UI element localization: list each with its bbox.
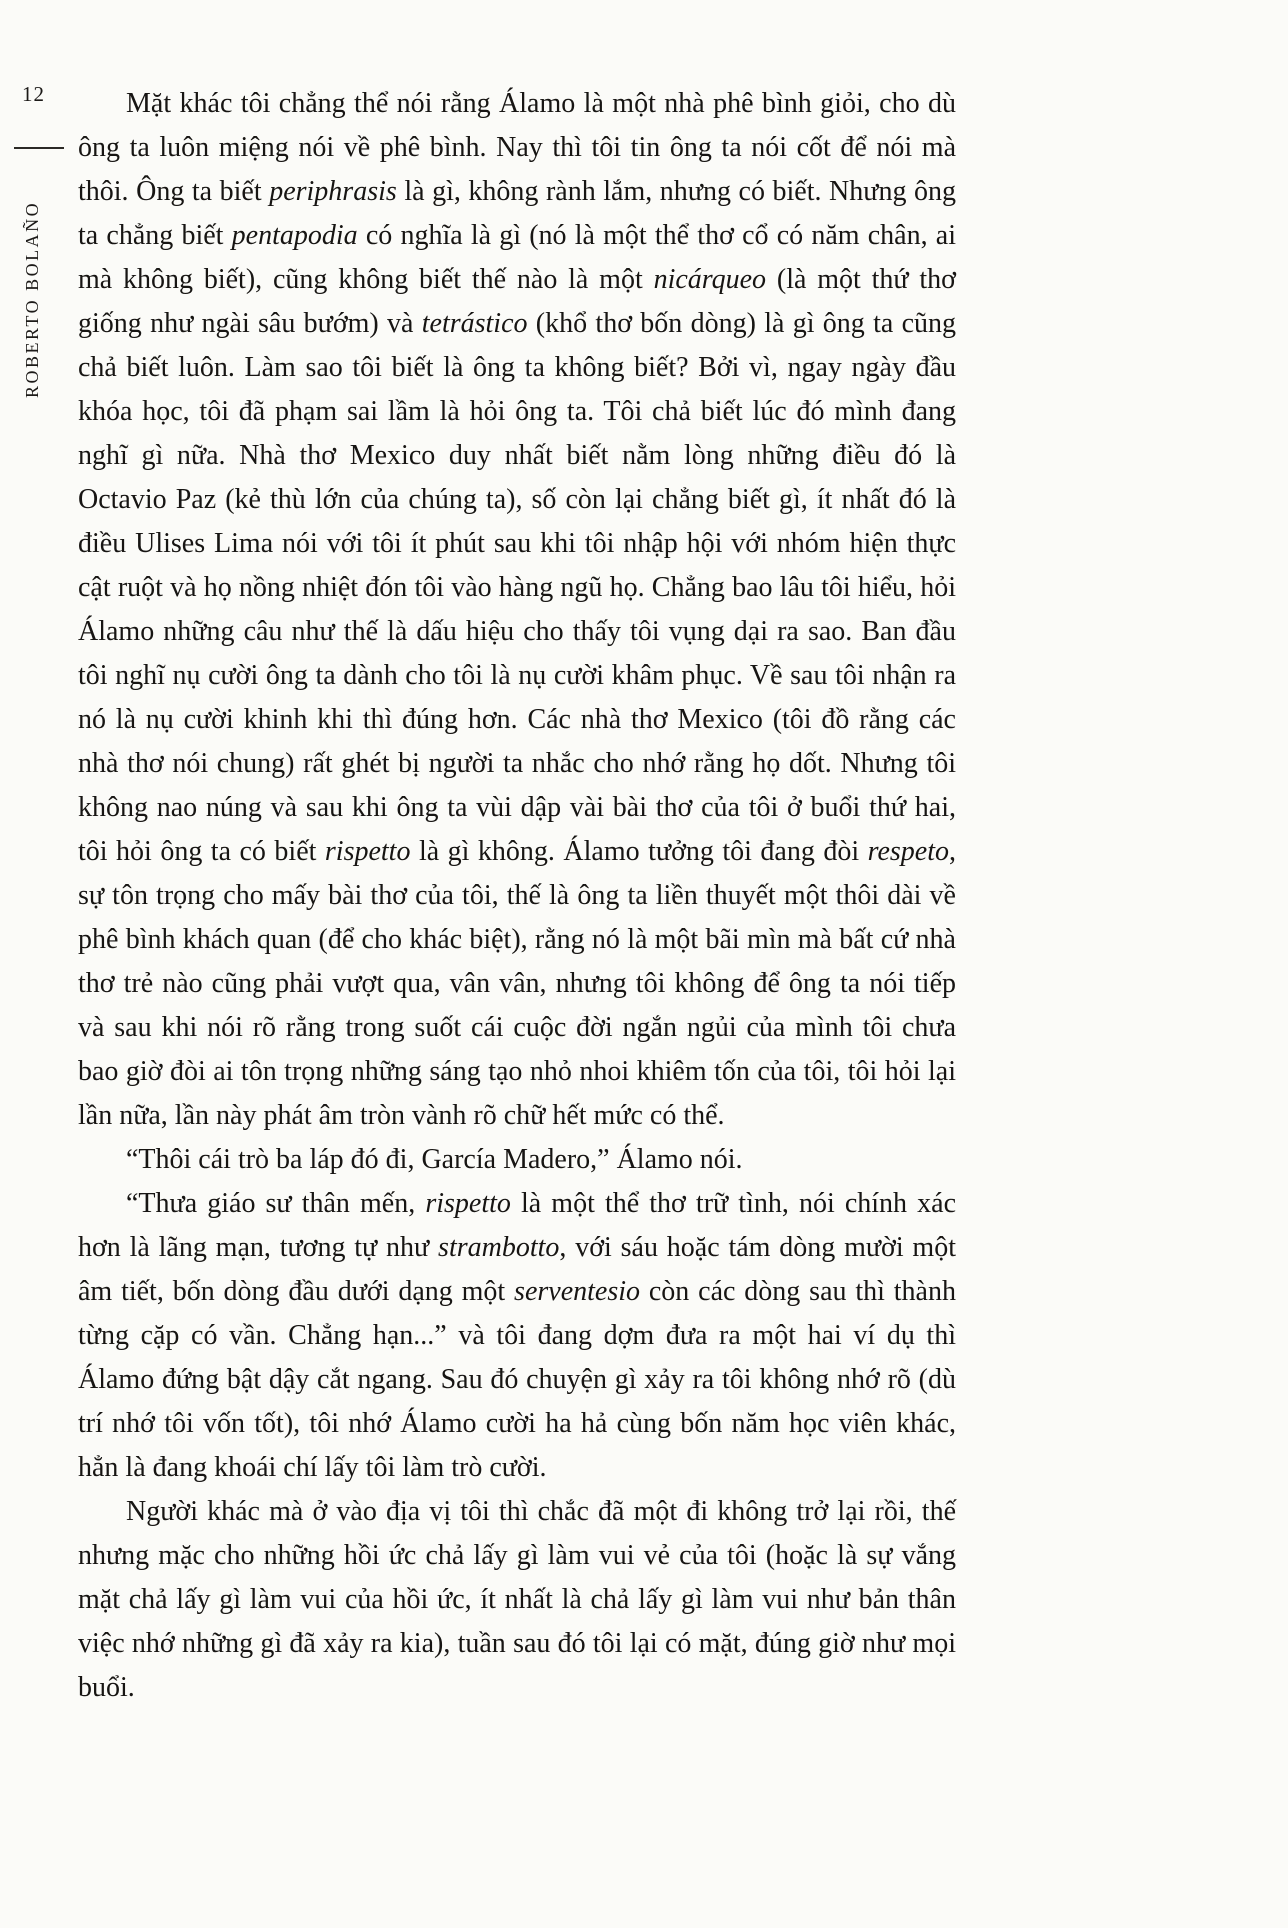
italic-term: rispetto bbox=[324, 836, 411, 867]
body-text bbox=[78, 82, 956, 1710]
italic-term: pentapodia bbox=[231, 220, 358, 251]
italic-term: respeto bbox=[867, 836, 949, 867]
text-segment: là gì không. Álamo tưởng tôi đang đòi bbox=[410, 836, 868, 867]
paragraph bbox=[78, 1182, 956, 1490]
text-segment: (khổ thơ bốn dòng) là gì ông ta cũng chả biết luôn. Làm sao tôi biết là ông ta không biết? Bởi vì, ngay ngày đầu khóa học, tôi đã phạm sai lầm là hỏi ông ta. Tôi chả biết lúc đó mình đang nghĩ gì nữa. Nhà thơ Mexico duy nhất biết nằm lòng những điều đó là Octavio Paz (kẻ thù lớn của chúng ta), số còn lại chẳng biết gì, ít nhất đó là điều Ulises Lima nói với tôi ít phút sau khi tôi nhập hội với nhóm hiện thực cật ruột và họ nồng nhiệt đón tôi vào hàng ngũ họ. Chẳng bao lâu tôi hiểu, hỏi Álamo những câu như thế là dấu hiệu cho thấy tôi vụng dại ra sao. Ban đầu tôi nghĩ nụ cười ông ta dành cho tôi là nụ cười khâm phục. Về sau tôi nhận ra nó là nụ cười khinh khi thì đúng hơn. Các nhà thơ Mexico (tôi đồ rằng các nhà thơ nói chung) rất ghét bị người ta nhắc cho nhớ rằng họ dốt. Nhưng tôi không nao núng và sau khi ông ta vùi dập vài bài thơ của tôi ở buổi thứ hai, tôi hỏi ông ta có biết bbox=[78, 308, 956, 867]
text-segment: “Thưa giáo sư thân mến, bbox=[126, 1188, 426, 1219]
italic-term: strambotto bbox=[438, 1232, 560, 1263]
paragraph bbox=[78, 1138, 956, 1182]
text-segment: , với sáu hoặc tám dòng mười một âm tiết, bốn dòng đầu dưới dạng một bbox=[78, 1232, 956, 1307]
paragraph bbox=[78, 1490, 956, 1710]
text-segment: “Thôi cái trò ba láp đó đi, García Madero,” Álamo nói. bbox=[126, 1144, 743, 1175]
italic-term: tetrástico bbox=[421, 308, 528, 339]
text-segment: Mặt khác tôi chẳng thể nói rằng Álamo là một nhà phê bình giỏi, cho dù ông ta luôn miệng nói về phê bình. Nay thì tôi tin ông ta nói cốt để nói mà thôi. Ông ta biết bbox=[78, 88, 956, 207]
text-segment: Người khác mà ở vào địa vị tôi thì chắc đã một đi không trở lại rồi, thế nhưng mặc cho những hồi ức chả lấy gì làm vui vẻ của tôi (hoặc là sự vắng mặt chả lấy gì làm vui của hồi ức, ít nhất là chả lấy gì làm vui như bản thân việc nhớ những gì đã xảy ra kia), tuần sau đó tôi lại có mặt, đúng giờ như mọi buổi. bbox=[78, 1496, 956, 1703]
italic-term: periphrasis bbox=[269, 176, 397, 207]
paragraph bbox=[78, 82, 956, 1138]
text-segment: là gì, không rành lắm, nhưng có biết. Nhưng ông ta chẳng biết bbox=[78, 176, 956, 251]
text-segment: là một thể thơ trữ tình, nói chính xác hơn là lãng mạn, tương tự như bbox=[78, 1188, 957, 1263]
italic-term: serventesio bbox=[514, 1276, 641, 1307]
text-segment: , sự tôn trọng cho mấy bài thơ của tôi, thế là ông ta liền thuyết một thôi dài về phê bình khách quan (để cho khác biệt), rằng nó là một bãi mìn mà bất cứ nhà thơ trẻ nào cũng phải vượt qua, vân vân, nhưng tôi không để ông ta nói tiếp và sau khi nói rõ rằng trong suốt cái cuộc đời ngắn ngủi của mình tôi chưa bao giờ đòi ai tôn trọng những sáng tạo nhỏ nhoi khiêm tốn của tôi, tôi hỏi lại lần nữa, lần này phát âm tròn vành rõ chữ hết mức có thể. bbox=[78, 836, 956, 1131]
italic-term: rispetto bbox=[425, 1188, 511, 1219]
page-number: 12 bbox=[22, 82, 45, 106]
text-segment: có nghĩa là gì (nó là một thể thơ cổ có năm chân, ai mà không biết), cũng không biết thế nào là một bbox=[78, 220, 956, 295]
running-header-author: ROBERTO BOLAÑO bbox=[22, 200, 42, 398]
italic-term: nicárqueo bbox=[653, 264, 767, 295]
margin-rule bbox=[14, 147, 64, 149]
text-segment: (là một thứ thơ giống như ngài sâu bướm) và bbox=[78, 264, 956, 339]
text-segment: còn các dòng sau thì thành từng cặp có vần. Chẳng hạn...” và tôi đang dợm đưa ra một hai ví dụ thì Álamo đứng bật dậy cắt ngang. Sau đó chuyện gì xảy ra tôi không nhớ rõ (dù trí nhớ tôi vốn tốt), tôi nhớ Álamo cười ha hả cùng bốn năm học viên khác, hẳn là đang khoái chí lấy tôi làm trò cười. bbox=[78, 1276, 956, 1483]
